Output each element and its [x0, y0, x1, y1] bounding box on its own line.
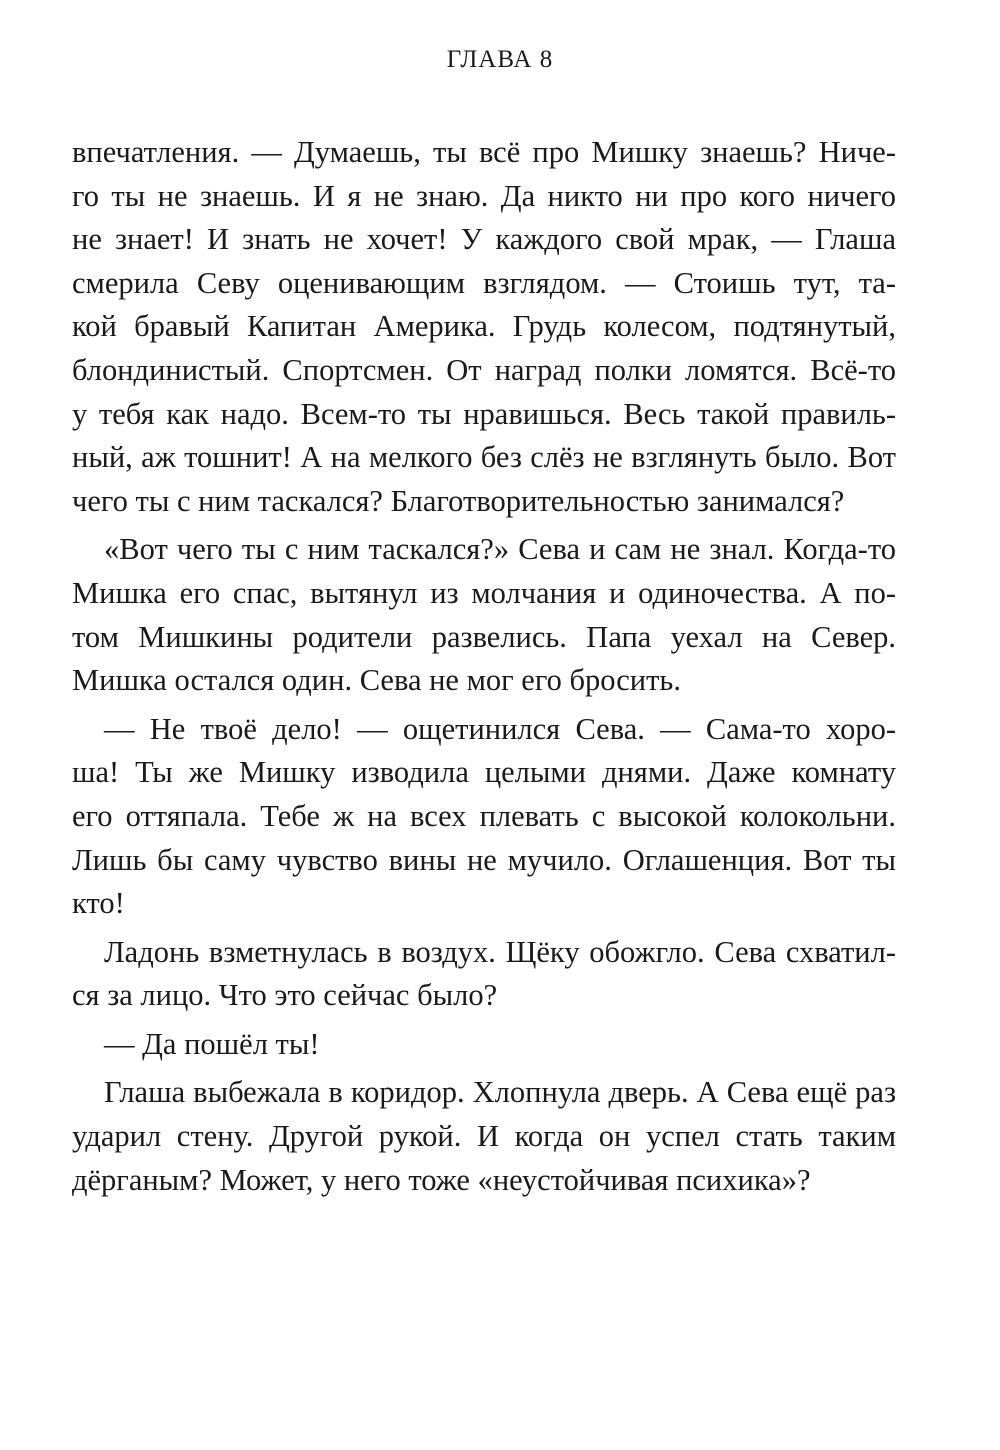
- text-line: Мишка его спас, вытянул из молчания и одиночества. А по-: [72, 575, 896, 610]
- text-line: Ладонь взметнулась в воздух. Щёку обожгло. Сева схватил-: [104, 934, 896, 969]
- text-line: его оттяпала. Тебе ж на всех плевать с высокой колокольни.: [72, 798, 896, 833]
- paragraph: [72, 1071, 896, 1202]
- text-line: блондинистый. Спортсмен. От наград полки ломятся. Всё-то: [72, 352, 896, 387]
- paragraph: [72, 528, 896, 702]
- paragraph: [72, 708, 896, 926]
- text-line: у тебя как надо. Всем-то ты нравишься. Весь такой правиль-: [72, 396, 896, 431]
- text-line: Лишь бы саму чувство вины не мучило. Оглашенция. Вот ты: [72, 842, 896, 877]
- paragraph: [72, 1023, 896, 1067]
- text-block: [72, 131, 896, 1207]
- text-line: впечатления. — Думаешь, ты всё про Мишку знаешь? Ниче-: [72, 135, 896, 169]
- text-line: ся за лицо. Что это сейчас было?: [72, 978, 498, 1013]
- text-line: смерила Севу оценивающим взглядом. — Стоишь тут, та-: [72, 265, 896, 300]
- text-line: чего ты с ним таскался? Благотворительностью занимался?: [72, 483, 845, 518]
- text-line: ный, аж тошнит! А на мелкого без слёз не взглянуть было. Вот: [72, 440, 896, 475]
- text-line: Мишка остался один. Сева не мог его бросить.: [72, 663, 681, 698]
- text-line: том Мишкины родители развелись. Папа уехал на Север.: [72, 619, 896, 654]
- text-line: «Вот чего ты с ним таскался?» Сева и сам не знал. Когда-то: [104, 532, 896, 567]
- text-line: кто!: [72, 886, 125, 921]
- text-line: — Не твоё дело! — ощетинился Сева. — Сама-то хоро-: [104, 711, 896, 746]
- text-line: дёрганым? Может, у него тоже «неустойчивая психика»?: [72, 1162, 811, 1197]
- text-line: ударил стену. Другой рукой. И когда он успел стать таким: [72, 1119, 896, 1154]
- text-line: ша! Ты же Мишку изводила целыми днями. Даже комнату: [72, 755, 896, 790]
- paragraph: [72, 931, 896, 1018]
- text-line: не знает! И знать не хочет! У каждого свой мрак, — Глаша: [72, 222, 896, 257]
- text-line: — Да пошёл ты!: [104, 1026, 320, 1061]
- paragraph: [72, 131, 896, 523]
- text-line: го ты не знаешь. И я не знаю. Да никто ни про кого ничего: [72, 178, 896, 213]
- text-line: Глаша выбежала в коридор. Хлопнула дверь. А Сева ещё раз: [104, 1075, 896, 1110]
- text-line: кой бравый Капитан Америка. Грудь колесом, подтянутый,: [72, 309, 896, 344]
- running-head: ГЛАВА 8: [446, 46, 554, 73]
